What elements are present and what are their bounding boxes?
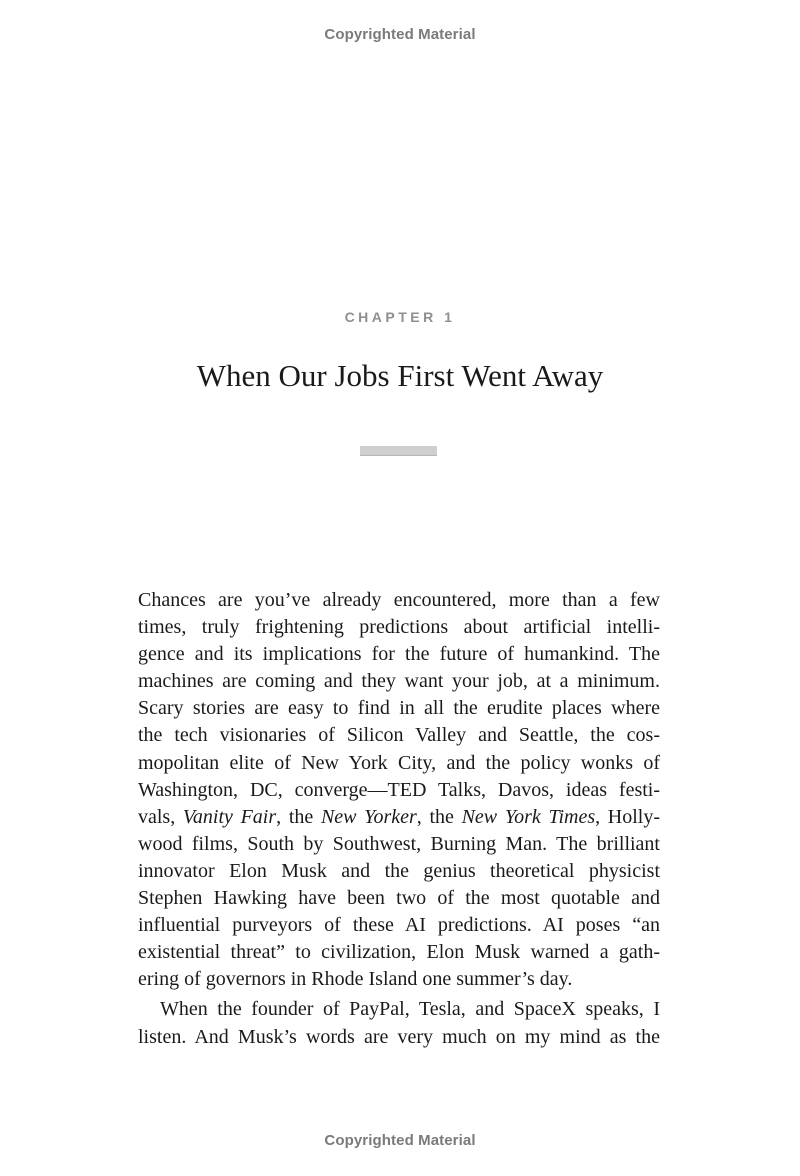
- text-line: ering of governors in Rhode Island one summer’s day.: [138, 968, 573, 991]
- text-line: listen. And Musk’s words are very much on my mind as the: [138, 1025, 660, 1048]
- text-line: mopolitan elite of New York City, and the policy wonks of: [138, 751, 660, 774]
- text-line: machines are coming and they want your job, at a minimum.: [138, 670, 660, 693]
- text-line: times, truly frightening predictions about artificial intelli-: [138, 616, 660, 639]
- paragraph-1: [138, 587, 660, 993]
- text-line: Chances are you’ve already encountered, more than a few: [138, 589, 660, 611]
- text-line: Scary stories are easy to find in all the erudite places where: [138, 697, 660, 720]
- text-line: wood films, South by Southwest, Burning Man. The brilliant: [138, 832, 660, 855]
- italic-title-new-york-times: New York Times: [461, 805, 596, 828]
- text-line: the tech visionaries of Silicon Valley and Seattle, the cos-: [138, 724, 660, 747]
- chapter-label: CHAPTER 1: [344, 309, 456, 325]
- text-line: innovator Elon Musk and the genius theoretical physicist: [138, 859, 660, 882]
- text-run: , the: [416, 805, 462, 828]
- text-line: existential threat” to civilization, Elon Musk warned a gath-: [138, 941, 660, 964]
- text-run: , the: [276, 805, 321, 828]
- italic-title-vanity-fair: Vanity Fair: [182, 805, 277, 828]
- text-run: vals,: [138, 805, 183, 828]
- text-line: [138, 804, 660, 831]
- copyright-header: Copyrighted Material: [324, 26, 476, 43]
- text-run: , Holly-: [595, 805, 661, 828]
- text-line: gence and its implications for the future of humankind. The: [138, 643, 660, 666]
- copyright-footer: Copyrighted Material: [324, 1132, 476, 1149]
- italic-title-new-yorker: New Yorker: [320, 805, 417, 828]
- text-line: influential purveyors of these AI predictions. AI poses “an: [138, 914, 660, 937]
- body-text: [138, 587, 660, 1051]
- chapter-ornament-rule: [360, 446, 437, 456]
- text-line: Washington, DC, converge—TED Talks, Davos, ideas festi-: [138, 778, 660, 801]
- text-line: When the founder of PayPal, Tesla, and SpaceX speaks, I: [160, 998, 660, 1021]
- paragraph-2: [138, 996, 660, 1050]
- chapter-title: When Our Jobs First Went Away: [196, 358, 604, 393]
- text-line: Stephen Hawking have been two of the most quotable and: [138, 887, 660, 910]
